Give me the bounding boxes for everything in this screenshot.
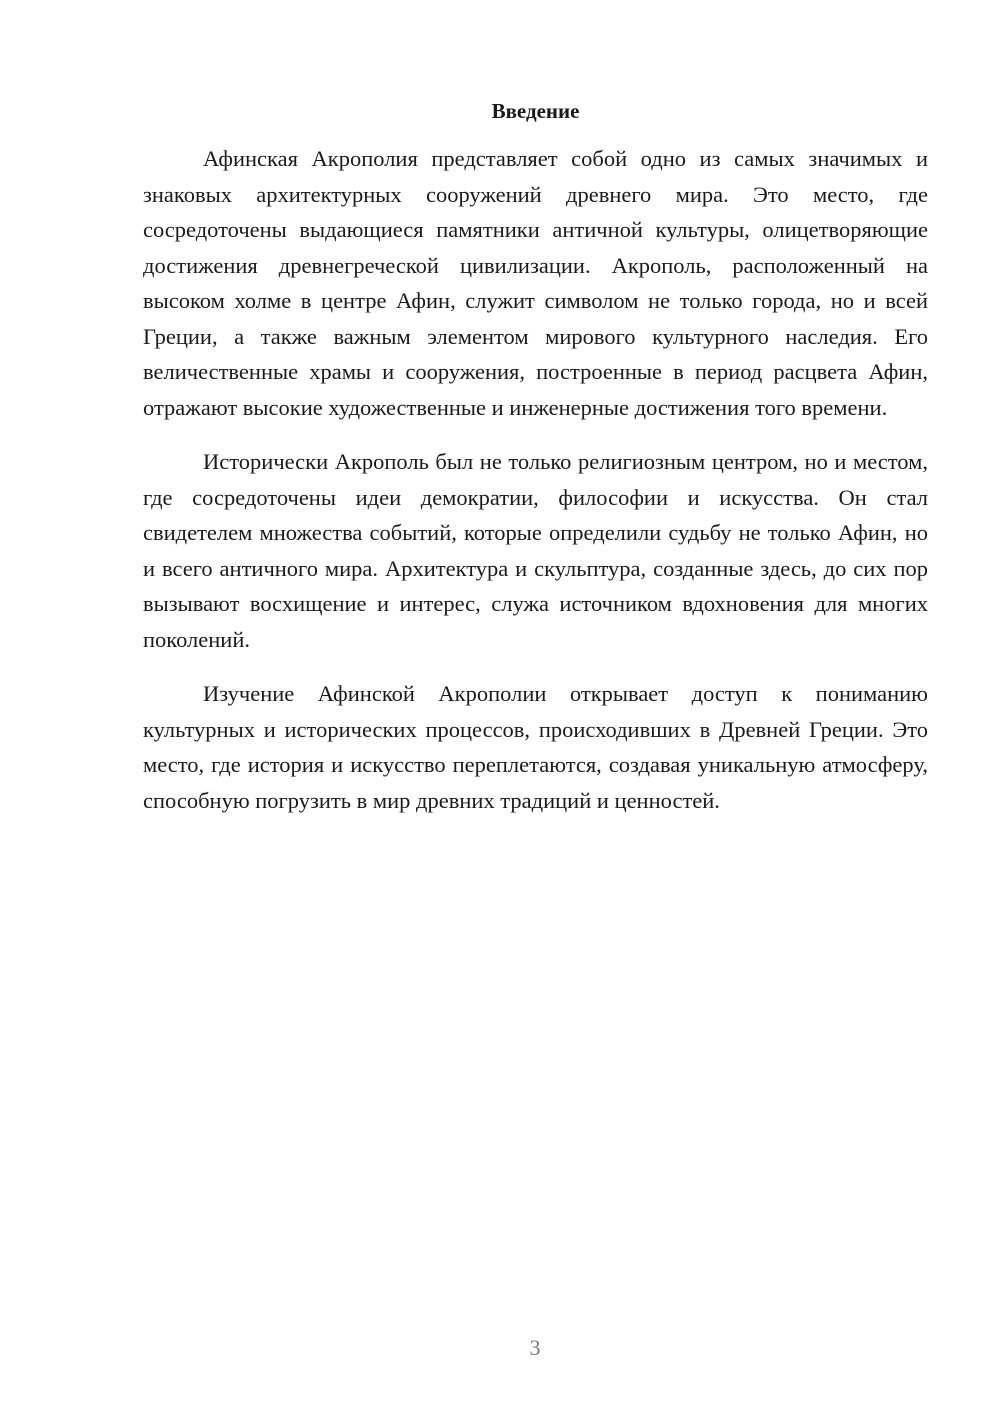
paragraph-1: Афинская Акрополия представляет собой одно из самых значимых и знаковых архитектурных сооружений древнего мира. Это место, где сосредоточены выдающиеся памятники античной культуры, олицетворяющие достижения древнегреческой цивилизации. Акрополь, расположенный на высоком холме в центре Афин, служит символом не только города, но и всей Греции, а также важным элементом мирового культурного наследия. Его величественные храмы и сооружения, построенные в период расцвета Афин, отражают высокие художественные и инженерные достижения того времени. [143,146,928,420]
paragraph-3: Изучение Афинской Акрополии открывает доступ к пониманию культурных и исторических процессов, происходивших в Древней Греции. Это место, где история и искусство переплетаются, создавая уникальную атмосферу, способную погрузить в мир древних традиций и ценностей. [143,681,928,813]
paragraph-2: Исторически Акрополь был не только религиозным центром, но и местом, где сосредоточены идеи демократии, философии и искусства. Он стал свидетелем множества событий, которые определили судьбу не только Афин, но и всего античного мира. Архитектура и скульптура, созданные здесь, до сих пор вызывают восхищение и интерес, служа источником вдохновения для многих поколений. [143,449,928,652]
section-heading: Введение [491,99,580,123]
page-number: 3 [529,1335,541,1360]
body-text [143,141,928,837]
